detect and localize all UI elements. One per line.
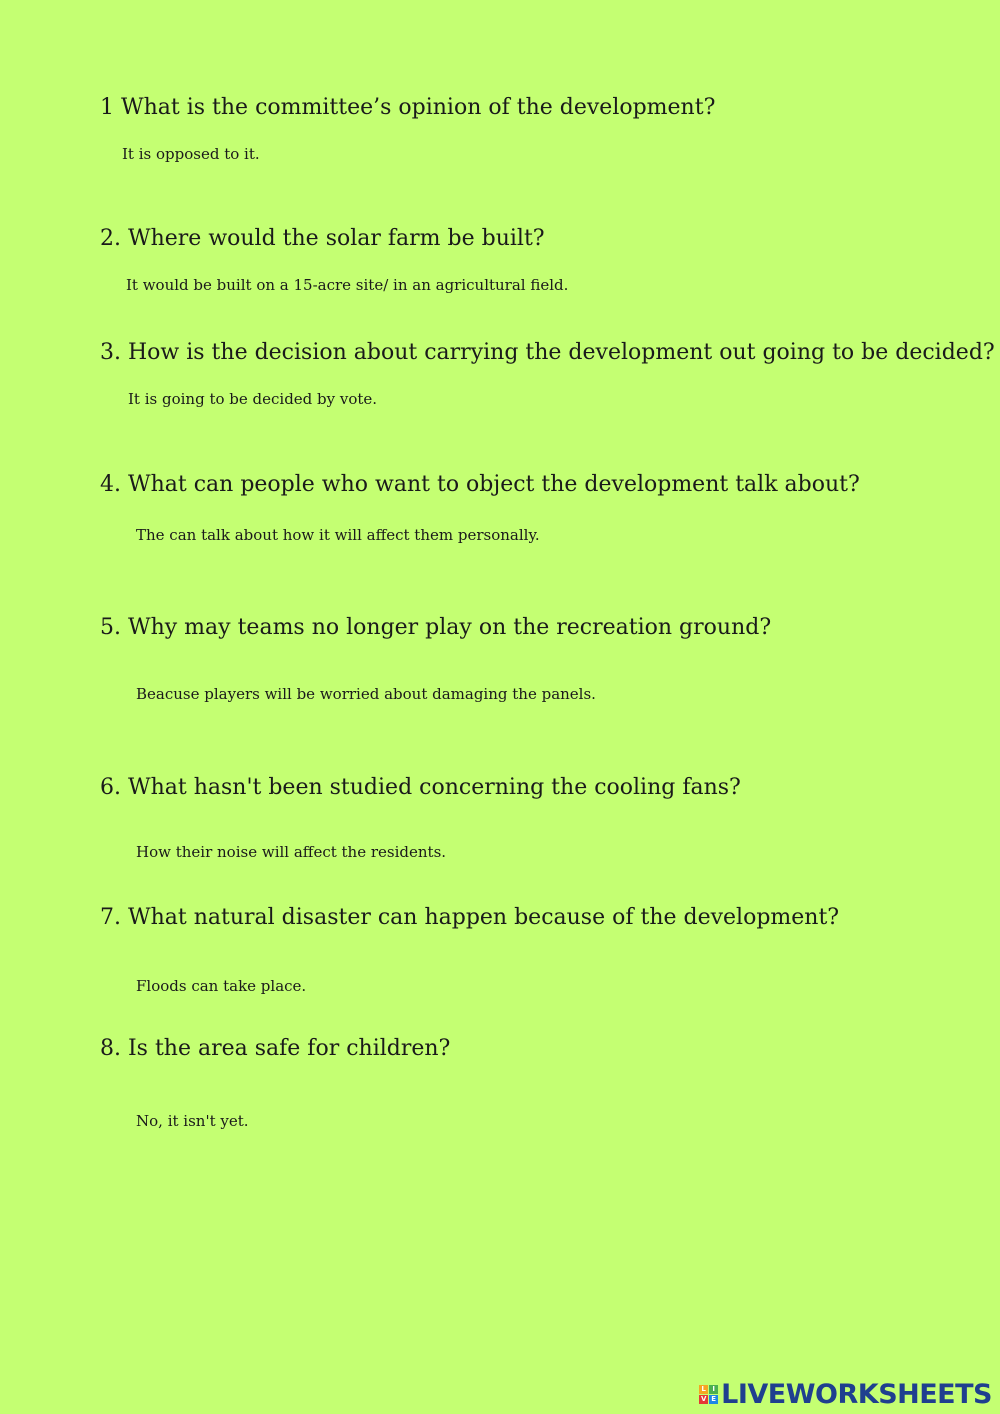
logo-mark-tile: E	[709, 1395, 718, 1404]
answer-3: It is going to be decided by vote.	[128, 390, 378, 408]
question-8: 8. Is the area safe for children?	[100, 1036, 451, 1061]
question-5: 5. Why may teams no longer play on the recreation ground?	[100, 615, 772, 640]
answer-7: Floods can take place.	[136, 977, 307, 995]
answer-4: The can talk about how it will affect them personally.	[136, 526, 540, 544]
question-4: 4. What can people who want to object the development talk about?	[100, 472, 860, 497]
question-1: 1 What is the committee’s opinion of the development?	[100, 95, 716, 120]
logo-mark-tile: L	[699, 1385, 708, 1394]
answer-8: No, it isn't yet.	[136, 1112, 249, 1130]
logo-text: LIVEWORKSHEETS	[721, 1379, 992, 1410]
logo-mark-tile: V	[700, 1395, 707, 1403]
answer-2: It would be built on a 15-acre site/ in an agricultural field.	[126, 276, 569, 294]
liveworksheets-logo[interactable]	[699, 1379, 992, 1410]
question-3: 3. How is the decision about carrying the development out going to be decided?	[100, 340, 995, 365]
answer-5: Beacuse players will be worried about damaging the panels.	[136, 685, 596, 703]
answer-1: It is opposed to it.	[122, 145, 260, 163]
answer-6: How their noise will affect the residents.	[136, 843, 447, 861]
question-7: 7. What natural disaster can happen because of the development?	[100, 905, 840, 930]
logo-mark-tile: I	[709, 1385, 718, 1394]
logo-mark-icon	[699, 1385, 718, 1404]
question-2: 2. Where would the solar farm be built?	[100, 226, 545, 251]
question-6: 6. What hasn't been studied concerning the cooling fans?	[100, 775, 741, 800]
